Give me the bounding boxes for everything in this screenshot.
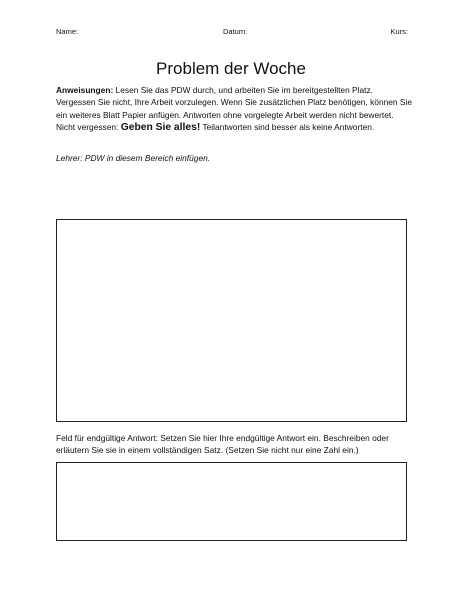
problem-work-box[interactable]	[56, 219, 407, 422]
teacher-note: Lehrer: PDW in diesem Bereich einfügen.	[56, 153, 211, 163]
instructions-text-1: Lesen Sie das PDW durch, und arbeiten Sie im bereitgestellten Platz. Vergessen Sie nicht, Ihre Arbeit vorzulegen. Wenn Sie zusätzlichen Platz benötigen, können Sie ein weiteres Blatt Papier anfügen. Antworten ohne vorgelegte Arbeit werden nicht bewertet. Nicht vergessen:	[56, 85, 413, 132]
name-label: Name:	[56, 27, 79, 36]
header-row	[56, 25, 408, 39]
instructions-lead: Anweisungen:	[56, 85, 114, 95]
final-answer-box[interactable]	[56, 462, 407, 541]
instructions-emphasis: Geben Sie alles!	[120, 121, 201, 133]
instructions-text-2: Teilantworten sind besser als keine Antworten.	[200, 121, 375, 132]
page-title: Problem der Woche	[156, 59, 306, 78]
course-label: Kurs:	[390, 27, 408, 36]
final-answer-instructions: Feld für endgültige Antwort: Setzen Sie hier Ihre endgültige Antwort ein. Beschreiben oder erläutern Sie sie in einem vollständigen Satz. (Setzen Sie nicht nur eine Zahl ein.)	[56, 433, 389, 456]
instructions-paragraph	[56, 84, 412, 134]
date-label: Datum:	[223, 27, 248, 36]
